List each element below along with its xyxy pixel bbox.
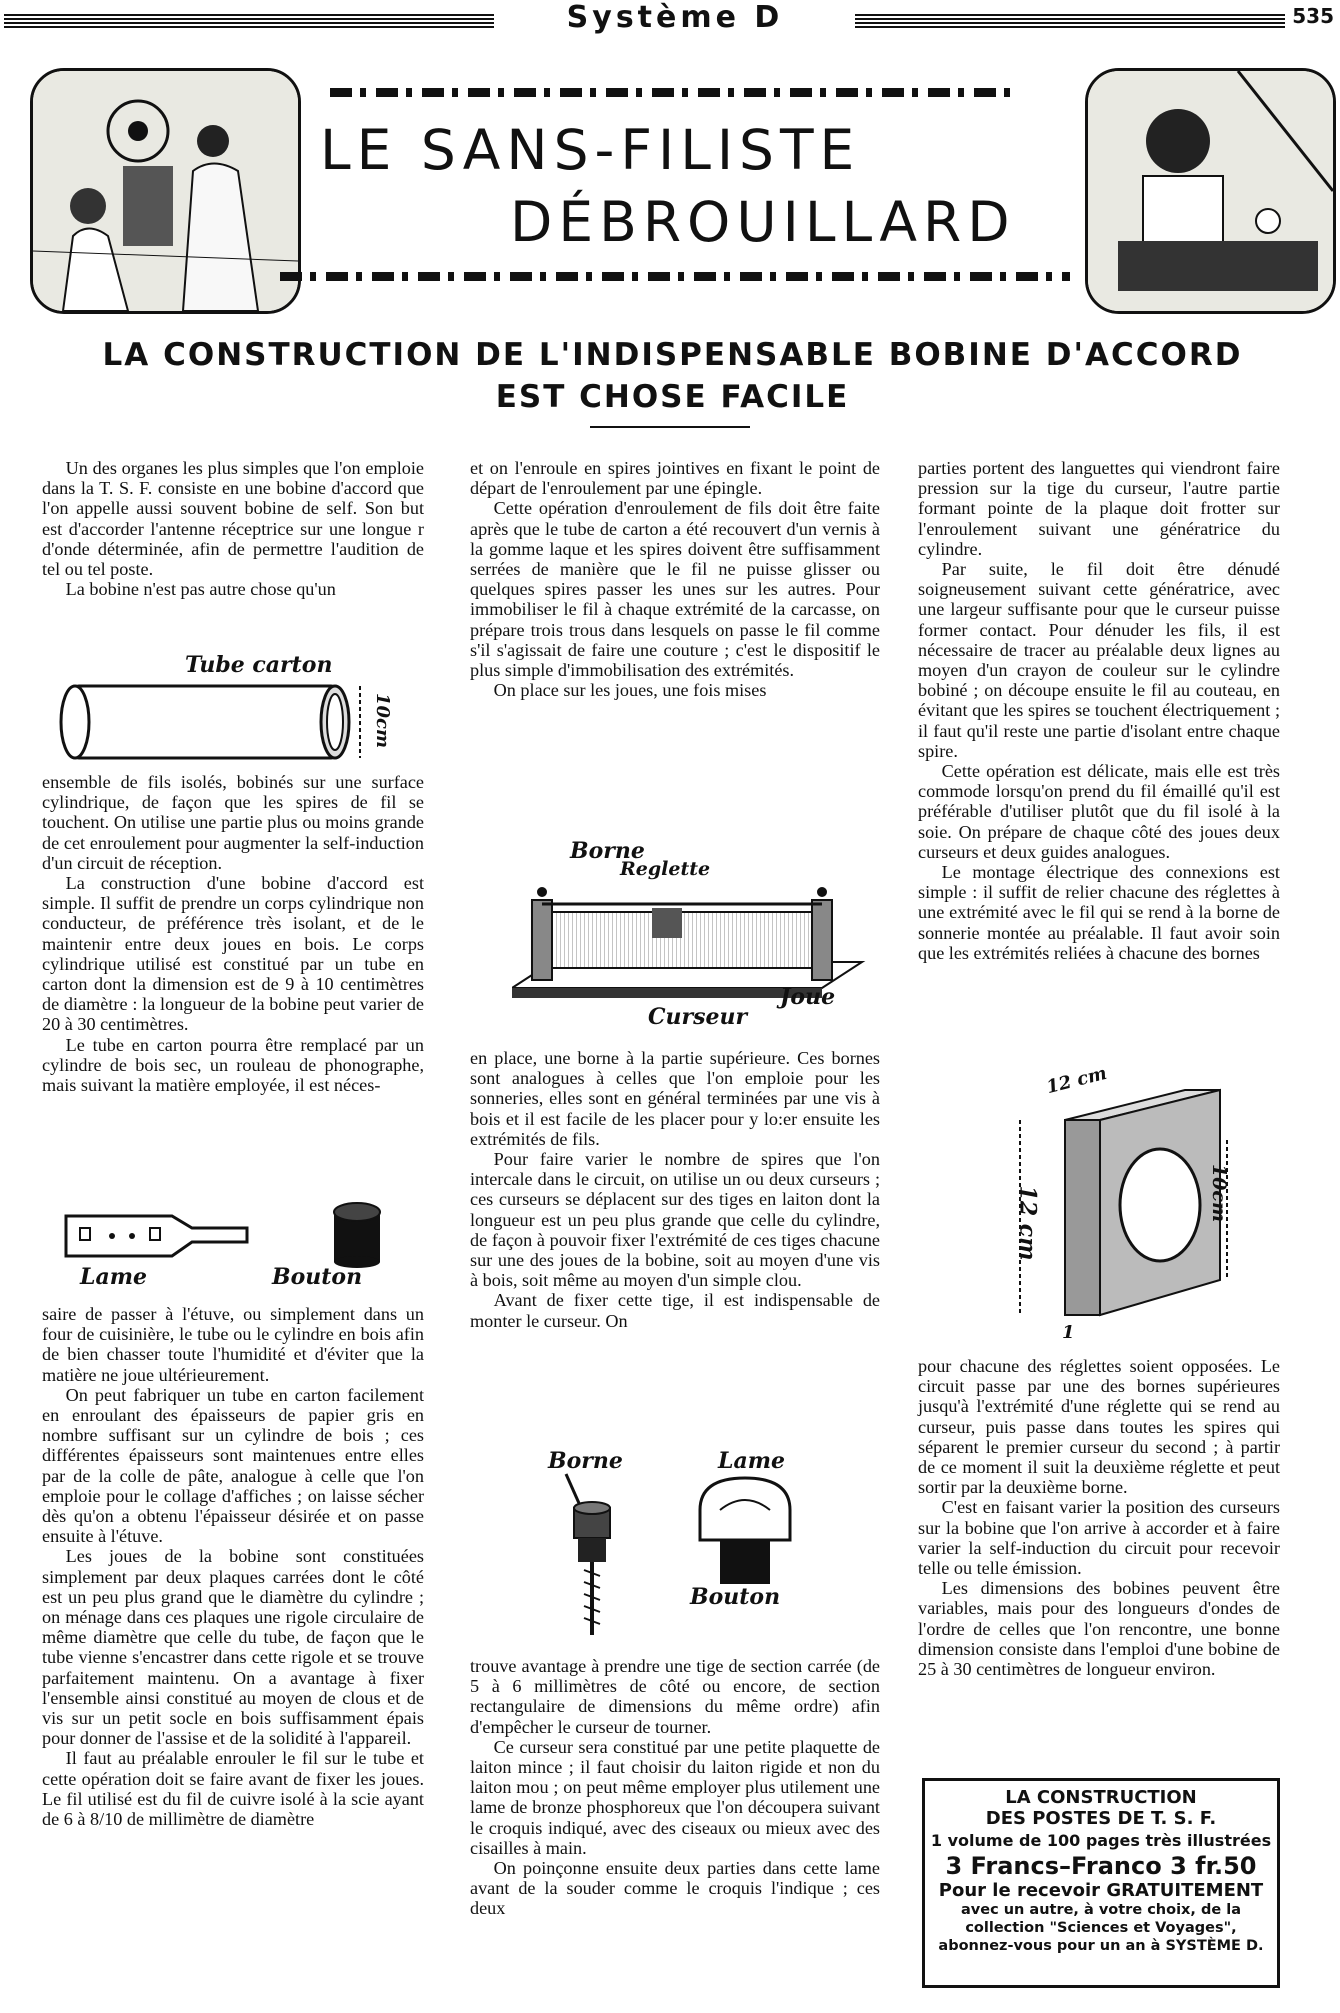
curseur-borne-figure	[552, 1470, 632, 1640]
joue-bottom-dimension: 1	[1062, 1322, 1075, 1343]
banner-title-line1: LE SANS-FILISTE	[320, 118, 861, 182]
column-1-middle	[42, 772, 424, 1095]
paragraph: Par suite, le fil doit être dénudé soigneusement suivant cette génératrice, avec une largeur suffisante pour que le curseur puisse former contact. Pour dénuder les fils, il est nécessaire de tracer au préalable deux lignes au moyen d'un crayon de couleur sur le cylindre bobiné ; on découpe ensuite le fil au couteau, en évitant que les spires se touchent électriquement ; il faut qu'il reste une partie d'isolant entre chaque spire.	[918, 559, 1280, 761]
paragraph: Pour faire varier le nombre de spires que l'on intercale dans le circuit, on utilise un ou deux curseurs ; ces curseurs se déplacent sur des tiges en laiton dont la longueur est un peu plus grande que celle du cylindre, de façon à pouvoir fixer l'extrémité de ces tiges chacune sur une des joues de la bobine, soit au moyen d'une vis à bois, soit même au moyen d'un simple clou.	[470, 1149, 880, 1291]
column-2-middle	[470, 1048, 880, 1331]
paragraph: Le tube en carton pourra être remplacé par un cylindre de bois sec, un rouleau de phonographe, mais suivant la matière employée, il est néces-	[42, 1034, 424, 1096]
bobine-reglette-label: Reglette	[620, 858, 711, 880]
bouton-label: Bouton	[272, 1264, 363, 1290]
column-1-top	[42, 458, 424, 599]
paragraph: parties portent des languettes qui viendront faire pression sur la tige du curseur, l'autre partie formant pointe de la plaque doit frotter sur l'enroulement suivant une génératrice du cylindre.	[918, 458, 1280, 559]
column-3-bottom	[918, 1356, 1280, 1679]
banner-illustration-left	[30, 68, 301, 314]
journal-title: Système D	[566, 0, 784, 35]
banner-title-line2: DÉBROUILLARD	[510, 190, 1016, 254]
column-3-top	[918, 458, 1280, 963]
paragraph: ensemble de fils isolés, bobinés sur une surface cylindrique, de façon que les spires de fil se touchent. On utilise une partie plus ou moins grande de cet enroulement pour augmenter la self-induction d'un circuit de réception.	[42, 772, 424, 873]
bobine-borne-label: Borne	[570, 838, 645, 864]
paragraph: La bobine n'est pas autre chose qu'un	[65, 579, 336, 600]
tube-label: Tube carton	[185, 652, 333, 678]
paragraph: Les joues de la bobine sont constituées simplement par deux plaques carrées dont le côté est un peu plus grand que le diamètre du cylindre ; on ménage dans ces plaques une rigole circulaire de même diamètre que celle du tube, de façon que le tube vienne s'encastrer dans cette rigole et se trouve parfaitement maintenu. On a avantage à fixer l'ensemble ainsi constitué au moyen de clous et de vis sur un petit socle en bois suffisamment épais pour donner de l'assise et de la solidité à l'appareil.	[42, 1546, 424, 1749]
article-headline-line2: EST CHOSE FACILE	[495, 379, 850, 415]
banner-dashes-bottom	[280, 272, 1070, 281]
paragraph: Il faut au préalable enrouler le fil sur le tube et cette opération doit se faire avant de fixer les joues. Le fil utilisé est du fil de cuivre isolé à la scie ayant de 6 à 8/10 de millimètre de diamètre	[42, 1748, 424, 1830]
tube-dimension-label: 10cm	[372, 692, 394, 749]
bouton-figure	[322, 1196, 392, 1268]
paragraph: trouve avantage à prendre une tige de section carrée (de 5 à 6 millimètres de côté ou encore, de section rectangulaire de dimensions du même ordre) afin d'empêcher le curseur de tourner.	[470, 1656, 880, 1737]
paragraph: pour chacune des réglettes soient opposées. Le circuit passe par une des bornes supérieures jusqu'à l'extrémité d'une réglette qui se rend au curseur, puis passe dans toutes les spires qui séparent le premier curseur du second ; à partir de ce moment il suit la deuxième réglette et peut sortir par la deuxième borne.	[918, 1356, 1280, 1498]
paragraph: Un des organes les plus simples que l'on emploie dans la T. S. F. consiste en une bobine d'accord que l'on appelle aussi souvent bobine de self. Son but est d'accorder l'antenne réceptrice sur une longue r d'onde déterminée, afin de permettre l'audition de tel ou tel poste.	[42, 458, 424, 580]
paragraph: Cette opération d'enroulement de fils doit être faite après que le tube de carton a été recouvert d'un vernis à la gomme laque et les spires doivent être suffisamment serrées de manière que le fil ne puisse glisser ou quelques spires passer les unes sur les autres. Pour immobiliser le fil à chaque extrémité de la carcasse, on prépare trois trous dans lesquels on passe le fil comme s'il s'agissait de faire une couture ; c'est le dispositif le plus simple d'immobilisation des extrémités.	[470, 498, 880, 681]
paragraph: Le montage électrique des connexions est simple : il suffit de relier chacune des réglettes à une extrémité avec le fil qui se rend à la borne de sonnerie montée au préalable. Il faut avoir soin que les extrémités reliées à chacune des bornes	[918, 862, 1280, 963]
joue-top-dimension: 12 cm	[1044, 1062, 1109, 1099]
bobine-curseur-label: Curseur	[648, 1004, 748, 1030]
paragraph: On peut fabriquer un tube en carton facilement en enroulant des épaisseurs de papier gris en nombre suffisant sur un cylindre de bois ; ces différentes épaisseurs sont maintenues entre elles par de la colle de pâte, analogue à celle que l'on emploie pour le collage d'affiches ; on laisse sécher dès qu'on a obtenu l'épaisseur désirée et on passe ensuite à l'étuve.	[42, 1384, 424, 1547]
curseur-bouton-label: Bouton	[690, 1584, 781, 1610]
curseur-borne-label: Borne	[548, 1448, 623, 1474]
column-2-top	[470, 458, 880, 700]
column-2-bottom	[470, 1656, 880, 1919]
ad-line-1: LA CONSTRUCTION	[1005, 1787, 1197, 1808]
paragraph: La construction d'une bobine d'accord est simple. Il suffit de prendre un corps cylindrique non conducteur, de préférence très isolant, et de le maintenir entre deux joues en bois. Le corps cylindrique utilisé est constitué par un tube en carton dont la dimension est de 9 à 10 centimètres de diamètre : la longueur de la bobine peut varier de 20 à 30 centimètres.	[42, 873, 424, 1035]
ad-line-5: Pour le recevoir GRATUITEMENT	[938, 1880, 1264, 1901]
headline-rule	[590, 426, 750, 428]
header-rule-left	[4, 14, 494, 28]
paragraph: On place sur les joues, une fois mises	[493, 680, 767, 701]
lame-label: Lame	[80, 1264, 147, 1290]
joue-left-dimension: 12 cm	[1014, 1185, 1041, 1261]
curseur-lame-label: Lame	[718, 1448, 785, 1474]
joue-inner-dimension: 10cm	[1208, 1163, 1231, 1223]
lame-figure	[62, 1208, 252, 1264]
paragraph: C'est en faisant varier la position des curseurs sur la bobine que l'on arrive à accorder et à faire varier la self-induction du circuit pour recevoir telle ou telle émission.	[918, 1497, 1280, 1579]
paragraph: Ce curseur sera constitué par une petite plaquette de laiton mince ; il faut choisir du laiton rigide et non du laiton mou ; on peut même employer plus utilement une lame de bronze phosphoreux que l'on découpera suivant le croquis indiqué, avec des ciseaux ou mieux avec des cisailles à main.	[470, 1736, 880, 1858]
ad-line-3: 1 volume de 100 pages très illustrées	[930, 1831, 1272, 1850]
paragraph: Avant de fixer cette tige, il est indispensable de monter le curseur. On	[470, 1290, 880, 1331]
tube-carton-figure	[55, 678, 385, 768]
ad-line-6: avec un autre, à votre choix, de la collection "Sciences et Voyages", abonnez-vous pour un an à SYSTÈME D.	[938, 1902, 1264, 1954]
ad-line-2: DES POSTES DE T. S. F.	[985, 1808, 1217, 1829]
paragraph: en place, une borne à la partie supérieure. Ces bornes sont analogues à celles que l'on emploie pour les sonneries, elles sont en général terminées par une vis à bois et il est facile de les placer pour y lo:er ensuite les extrémités de fils.	[470, 1048, 880, 1149]
header-rule-right	[855, 14, 1285, 28]
column-1-bottom	[42, 1304, 424, 1829]
ad-price: 3 Francs–Franco 3 fr.50	[945, 1852, 1257, 1880]
joue-plan-figure	[1015, 1080, 1235, 1320]
bobine-joue-label: Joue	[780, 984, 836, 1010]
advertisement-box	[922, 1778, 1280, 1988]
curseur-lame-figure	[690, 1470, 800, 1590]
paragraph: et on l'enroule en spires jointives en fixant le point de départ de l'enroulement par une épingle.	[470, 458, 880, 499]
paragraph: On poinçonne ensuite deux parties dans cette lame avant de la souder comme le croquis l'indique ; ces deux	[470, 1858, 880, 1919]
paragraph: Cette opération est délicate, mais elle est très commode lorsqu'on prend du fil émaillé qu'il est préférable d'utiliser plutôt que du fil isolé à la soie. On prépare de chaque côté des joues deux curseurs et deux guides analogues.	[918, 761, 1280, 862]
banner-illustration-right	[1085, 68, 1336, 314]
banner-dashes-top	[330, 88, 1010, 97]
paragraph: saire de passer à l'étuve, ou simplement dans un four de cuisinière, le tube ou le cylindre en bois afin de bien chasser toute l'humidité et d'éviter que la matière ne joue ultérieurement.	[42, 1304, 424, 1385]
article-headline-line1: LA CONSTRUCTION DE L'INDISPENSABLE BOBINE D'ACCORD	[102, 337, 1243, 373]
paragraph: Les dimensions des bobines peuvent être variables, mais pour des longueurs d'ondes de l'ordre de celles que l'on rencontre, une bonne dimension consiste dans l'emploi d'une bobine de 25 à 30 centimètres de longueur environ.	[918, 1578, 1280, 1680]
page-number: 535	[1292, 4, 1334, 28]
